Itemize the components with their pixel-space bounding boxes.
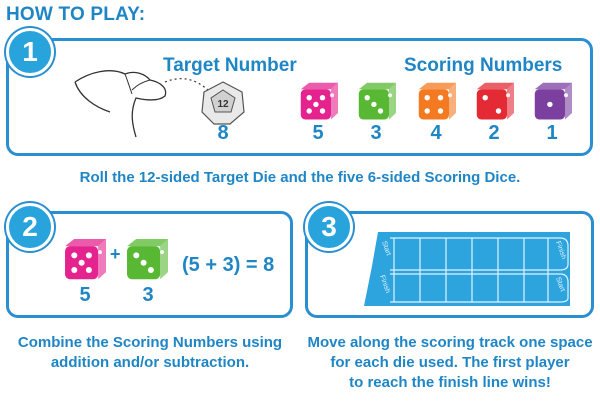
step2-die-a-value: 5: [79, 284, 91, 306]
target-value: 8: [217, 122, 229, 144]
scoring-die-5-value: 1: [546, 122, 558, 144]
step1-badge: 1: [6, 28, 54, 76]
step2-caption-line1: Combine the Scoring Numbers using: [17, 334, 283, 351]
step2-badge: 2: [6, 203, 54, 251]
scoring-die-1-value: 5: [312, 122, 324, 144]
scoring-track-board: [360, 226, 580, 312]
step3-caption-line3: to reach the finish line wins!: [349, 374, 551, 391]
page-heading: HOW TO PLAY:: [6, 4, 146, 25]
step2-die-b-value: 3: [142, 284, 154, 306]
scoring-die-1-icon: [298, 80, 340, 127]
scoring-die-2-icon: [356, 80, 398, 127]
track-start-bottom: Start: [554, 276, 566, 293]
scoring-die-3-icon: [416, 80, 458, 127]
twelve-sided-die-icon: [200, 80, 246, 126]
step1-caption: Roll the 12-sided Target Die and the five 6-sided Scoring Dice.: [79, 169, 521, 186]
scoring-numbers-label: Scoring Numbers: [404, 55, 563, 76]
plus-sign: +: [110, 244, 121, 264]
step3-caption-line1: Move along the scoring track one space: [307, 334, 593, 351]
scoring-die-2-value: 3: [370, 122, 382, 144]
step3-badge: 3: [305, 203, 353, 251]
track-finish-top: Finish: [554, 240, 568, 261]
track-start-top: Start: [380, 240, 392, 257]
step2-die-a-icon: [62, 236, 108, 287]
target-number-label: Target Number: [163, 55, 297, 76]
equation: (5 + 3) = 8: [182, 254, 275, 276]
scoring-die-5-icon: [532, 80, 574, 127]
step3-caption-line2: for each die used. The first player: [330, 354, 570, 371]
step2-die-b-icon: [124, 236, 170, 287]
scoring-die-3-value: 4: [430, 122, 442, 144]
target-die-face: 12: [217, 99, 229, 110]
scoring-die-4-value: 2: [488, 122, 500, 144]
track-finish-bottom: Finish: [378, 274, 392, 295]
scoring-die-4-icon: [474, 80, 516, 127]
step2-caption-line2: addition and/or subtraction.: [50, 354, 250, 371]
